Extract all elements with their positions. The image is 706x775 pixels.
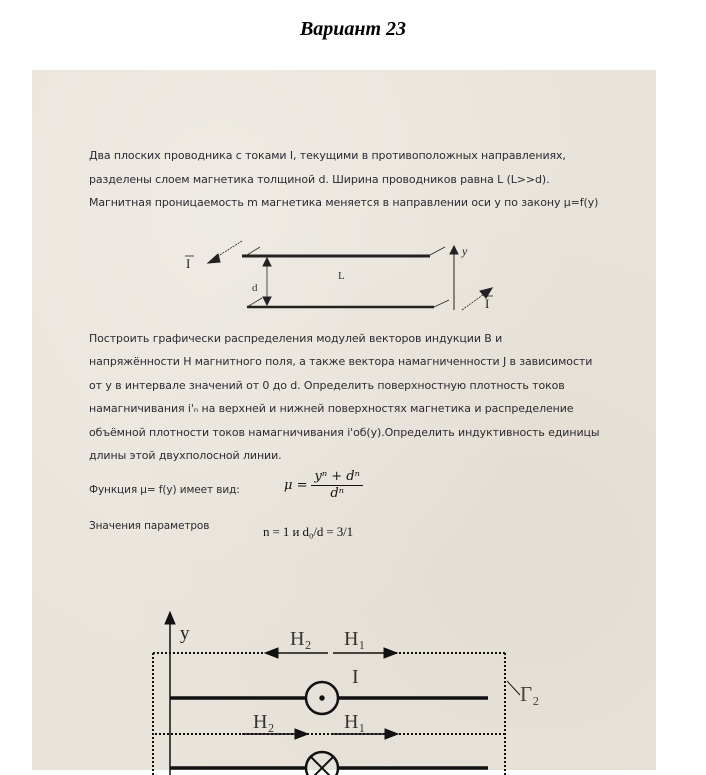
params-label: Значения параметров	[89, 520, 210, 532]
y-axis-arrow	[450, 246, 458, 254]
axis-label-y: y	[180, 623, 190, 644]
conductors-diagram	[172, 228, 512, 318]
thickness-label: d	[252, 282, 258, 294]
params-value: n = 1 и d₀/d = 3/1	[263, 524, 354, 539]
task-line-3: от y в интервале значений от 0 до d. Определить поверхностную плотность токов	[89, 379, 565, 392]
formula-numerator: yⁿ + dⁿ	[311, 469, 362, 486]
current-label-right: I	[485, 296, 490, 311]
current-label: I	[352, 666, 359, 688]
h2-mid-label: H₂	[253, 711, 275, 733]
task-line-2: напряжённости H магнитного поля, а также вектора намагниченности J в зависимости	[89, 355, 593, 368]
y-axis-label: y	[462, 244, 468, 258]
intro-line-3: Магнитная проницаемость m магнетика меняется в направлении оси y по закону μ=f(y)	[89, 196, 599, 209]
y-axis-arrow	[165, 612, 175, 624]
field-contour-diagram	[150, 605, 570, 775]
h2-top-arrow	[265, 648, 278, 658]
formula-lhs: μ =	[284, 477, 308, 493]
function-label: Функция μ= f(y) имеет вид:	[89, 484, 240, 496]
task-line-5: объёмной плотности токов намагничивания i'об(y).Определить индуктивность единицы	[89, 426, 600, 439]
h1-top-label: H₁	[344, 628, 366, 650]
intro-line-2: разделены слоем магнетика толщиной d. Ширина проводников равна L (L>>d).	[89, 173, 550, 186]
task-line-4: намагничивания i'ₙ на верхней и нижней поверхностях магнетика и распределение	[89, 402, 574, 415]
problem-sheet	[32, 70, 656, 770]
contour-label: Γ₂	[520, 682, 540, 706]
h1-top-arrow	[384, 648, 397, 658]
intro-line-1: Два плоских проводника с токами I, текущими в противоположных направлениях,	[89, 149, 566, 162]
h2-top-label: H₂	[290, 628, 312, 650]
task-line-1: Построить графически распределения модулей векторов индукции B и	[89, 332, 503, 345]
width-label: L	[338, 270, 345, 282]
current-label-left: I	[186, 256, 191, 271]
h1-mid-arrow	[385, 729, 398, 739]
page-title: Вариант 23	[299, 18, 407, 40]
current-arrow-left	[208, 254, 220, 263]
formula-denominator: dⁿ	[330, 485, 344, 501]
h2-mid-arrow	[295, 729, 308, 739]
h1-mid-label: H₁	[344, 711, 366, 733]
task-line-6: длины этой двухполосной линии.	[89, 449, 282, 462]
mu-formula	[284, 467, 363, 503]
